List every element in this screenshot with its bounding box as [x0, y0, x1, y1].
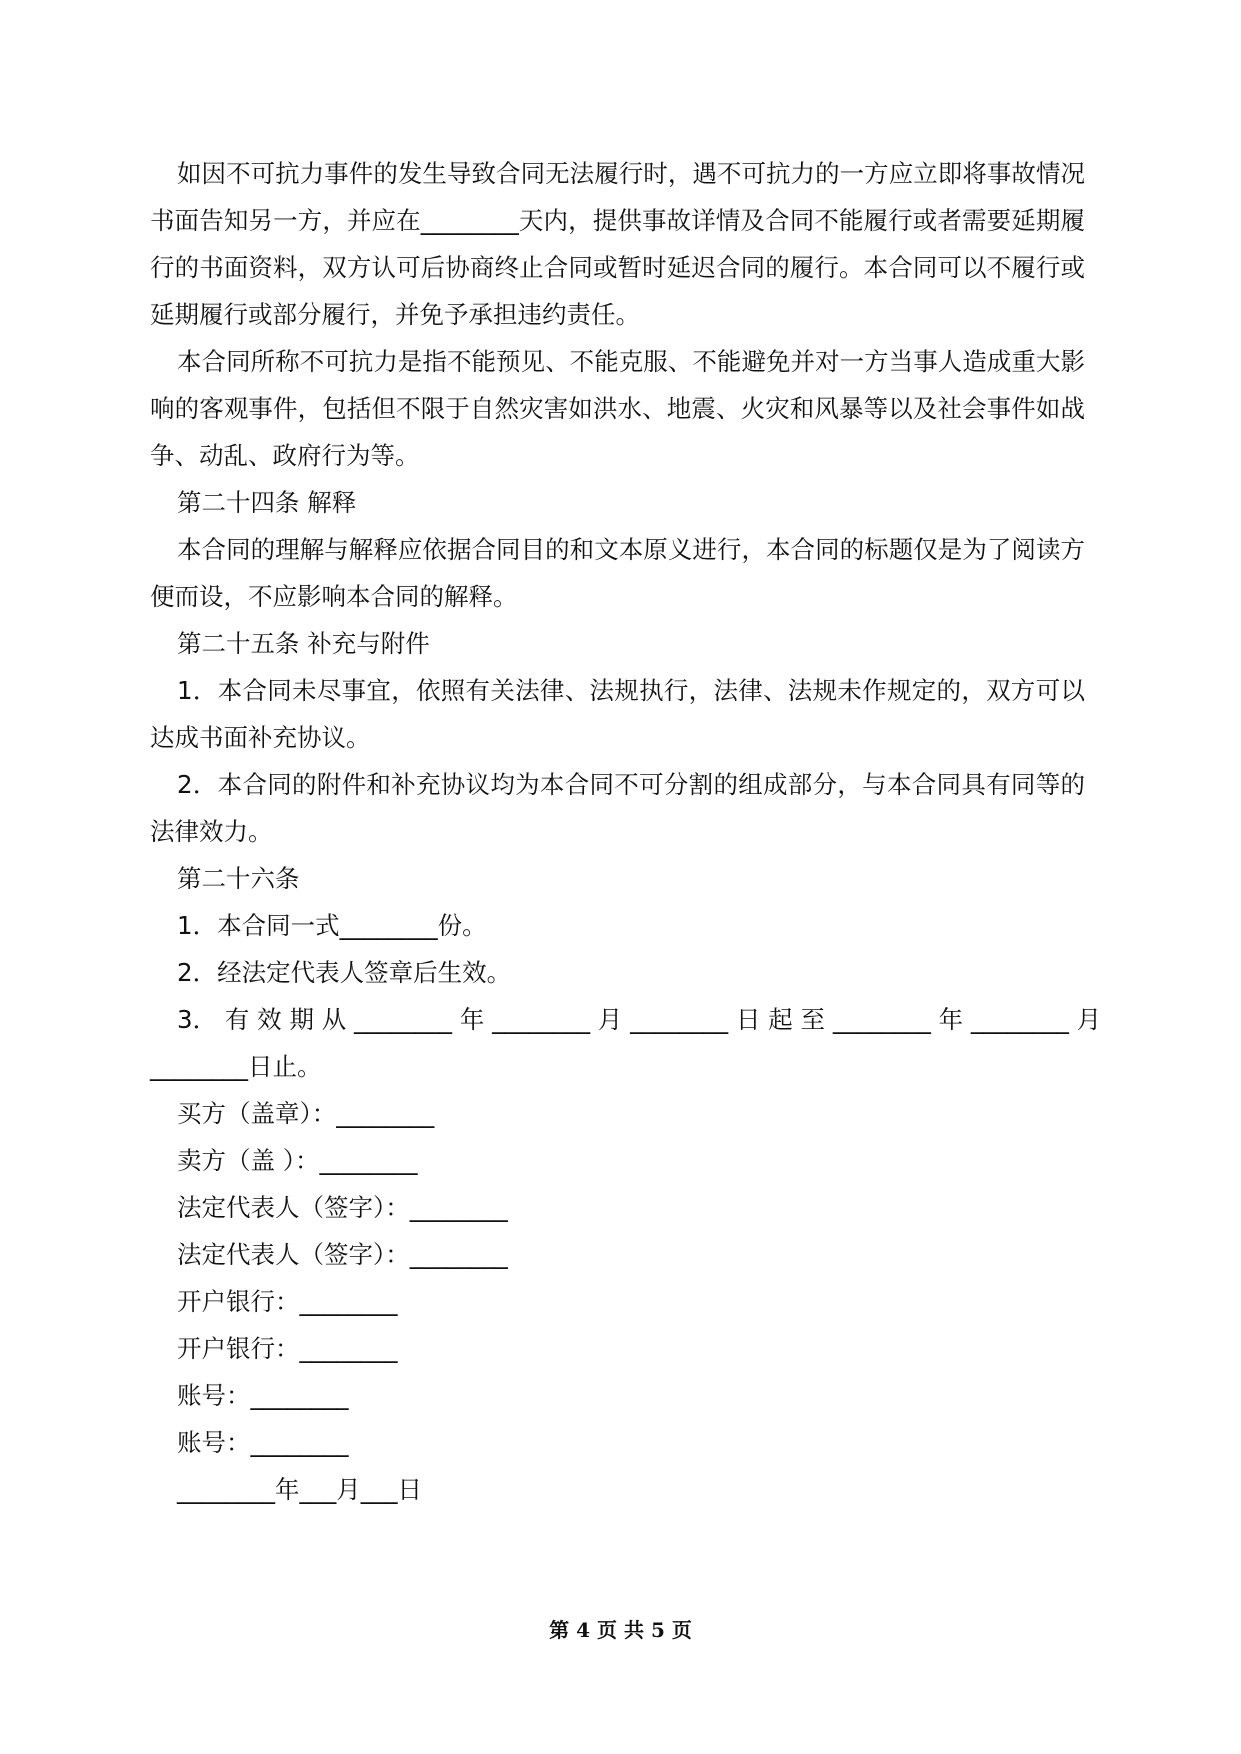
clause-26-1: 1．本合同一式________份。 — [177, 911, 487, 940]
legal-rep-signature-line: 法定代表人（签字）：________ — [177, 1240, 508, 1269]
article-26-heading: 第二十六条 — [177, 864, 300, 893]
clause-25-1: 1．本合同未尽事宜，依照有关法律、法规执行，法律、法规未作规定的，双方可以达成书面补充协议。 — [150, 676, 1085, 752]
account-line: 账号：________ — [177, 1381, 349, 1410]
article-25-heading: 第二十五条 补充与附件 — [177, 629, 430, 658]
document-body — [150, 150, 1102, 1513]
buyer-seal-line: 买方（盖章）：________ — [177, 1099, 435, 1128]
clause-26-3-validity-end: ________日止。 — [150, 1052, 322, 1081]
date-line: ________年___月___日 — [177, 1475, 422, 1504]
paragraph-force-majeure-notice: 如因不可抗力事件的发生导致合同无法履行时，遇不可抗力的一方应立即将事故情况书面告知另一方，并应在________天内，提供事故详情及合同不能履行或者需要延期履行的书面资料，双方认可后协商终止合同或暂时延迟合同的履行。本合同可以不履行或延期履行或部分履行，并免予承担违约责任。 — [150, 159, 1085, 329]
clause-26-3-validity: 3． 有 效 期 从 ________ 年 ________ 月 ________ 日 起 至 ________ 年 ________ 月 — [177, 1005, 1102, 1034]
clause-25-2: 2．本合同的附件和补充协议均为本合同不可分割的组成部分，与本合同具有同等的法律效力。 — [150, 770, 1085, 846]
page-number-footer: 第 4 页 共 5 页 — [549, 1618, 692, 1642]
bank-line: 开户银行：________ — [177, 1287, 398, 1316]
paragraph-interpretation: 本合同的理解与解释应依据合同目的和文本原义进行，本合同的标题仅是为了阅读方便而设，不应影响本合同的解释。 — [150, 535, 1085, 611]
paragraph-force-majeure-definition: 本合同所称不可抗力是指不能预见、不能克服、不能避免并对一方当事人造成重大影响的客观事件，包括但不限于自然灾害如洪水、地震、火灾和风暴等以及社会事件如战争、动乱、政府行为等。 — [150, 347, 1085, 470]
bank-line: 开户银行：________ — [177, 1334, 398, 1363]
legal-rep-signature-line: 法定代表人（签字）：________ — [177, 1193, 508, 1222]
article-24-heading: 第二十四条 解释 — [177, 488, 357, 517]
seller-seal-line: 卖方（盖 ）：________ — [177, 1146, 418, 1175]
account-line: 账号：________ — [177, 1428, 349, 1457]
clause-26-2: 2．经法定代表人签章后生效。 — [177, 958, 512, 987]
